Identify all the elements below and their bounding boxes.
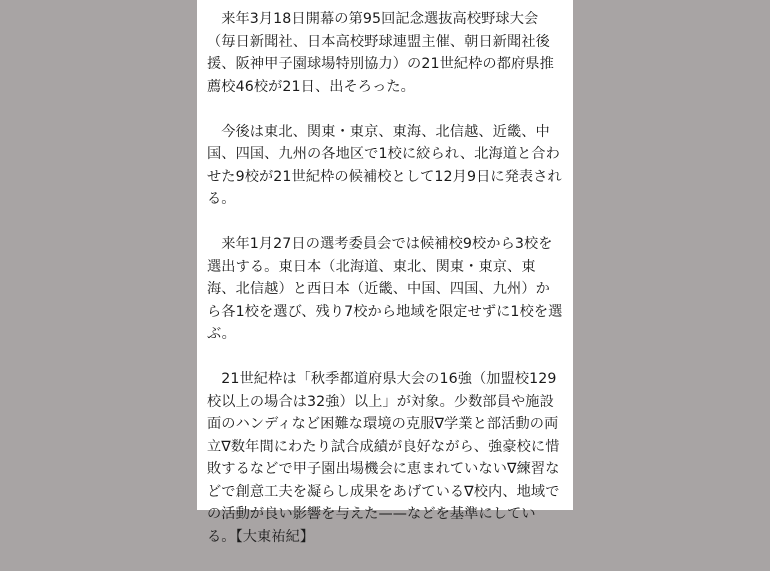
article-paragraph-4: 21世紀枠は「秋季都道府県大会の16強（加盟校129校以上の場合は32強）以上」が対象。少数部員や施設面のハンディなど困難な環境の克服∇学業と部活動の両立∇数年間にわたり試合成績が良好ながら、強豪校に惜敗するなどで甲子園出場機会に恵まれていない∇練習などで創意工夫を凝らし成果をあげている∇校内、地域での活動が良い影響を与えた——などを基準にしている。【大東祐紀】 — [207, 371, 560, 545]
article-paragraph-2: 今後は東北、関東・東京、東海、北信越、近畿、中国、四国、九州の各地区で1校に絞られ、北海道と合わせた9校が21世紀枠の候補校として12月9日に発表される。 — [207, 123, 562, 207]
article-page — [197, 0, 573, 545]
article-paragraph-1: 来年3月18日開幕の第95回記念選抜高校野球大会（毎日新聞社、日本高校野球連盟主催、朝日新聞社後援、阪神甲子園球場特別協力）の21世紀枠の都府県推薦校46校が21日、出そろった。 — [207, 11, 554, 95]
article-body — [207, 8, 563, 571]
article-paragraph-3: 来年1月27日の選考委員会では候補校9校から3校を選出する。東日本（北海道、東北、関東・東京、東海、北信越）と西日本（近畿、中国、四国、九州）から各1校を選び、残り7校から地域を限定せずに1校を選ぶ。 — [207, 236, 563, 342]
